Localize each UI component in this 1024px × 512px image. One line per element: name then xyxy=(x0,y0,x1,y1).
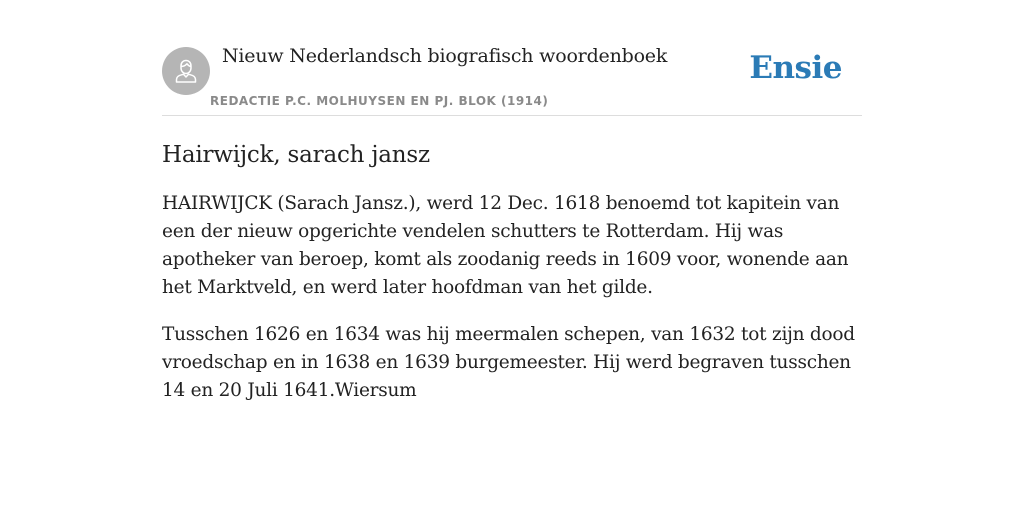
article-paragraph: Tusschen 1626 en 1634 was hij meermalen schepen, van 1632 tot zijn dood vroedschap en in 1638 en 1639 burgemeester. Hij werd begraven tusschen 14 en 20 Juli 1641.Wiersum xyxy=(162,324,855,401)
ensie-logo-link[interactable]: Ensie xyxy=(749,50,842,86)
source-subtitle: REDACTIE P.C. MOLHUYSEN EN PJ. BLOK (1914) xyxy=(210,94,549,108)
user-silhouette-icon xyxy=(171,56,201,86)
article-body xyxy=(162,190,862,405)
article-card xyxy=(162,40,862,424)
article-title: Hairwijck, sarach jansz xyxy=(162,142,430,168)
avatar xyxy=(162,47,210,95)
source-title[interactable]: Nieuw Nederlandsch biografisch woordenboek xyxy=(222,45,668,67)
source-header xyxy=(162,40,862,116)
article-paragraph: HAIRWIJCK (Sarach Jansz.), werd 12 Dec. 1618 benoemd tot kapitein van een der nieuw opgerichte vendelen schutters te Rotterdam. Hij was apotheker van beroep, komt als zoodanig reeds in 1609 voor, wonende aan het Marktveld, en werd later hoofdman van het gilde. xyxy=(162,193,849,298)
